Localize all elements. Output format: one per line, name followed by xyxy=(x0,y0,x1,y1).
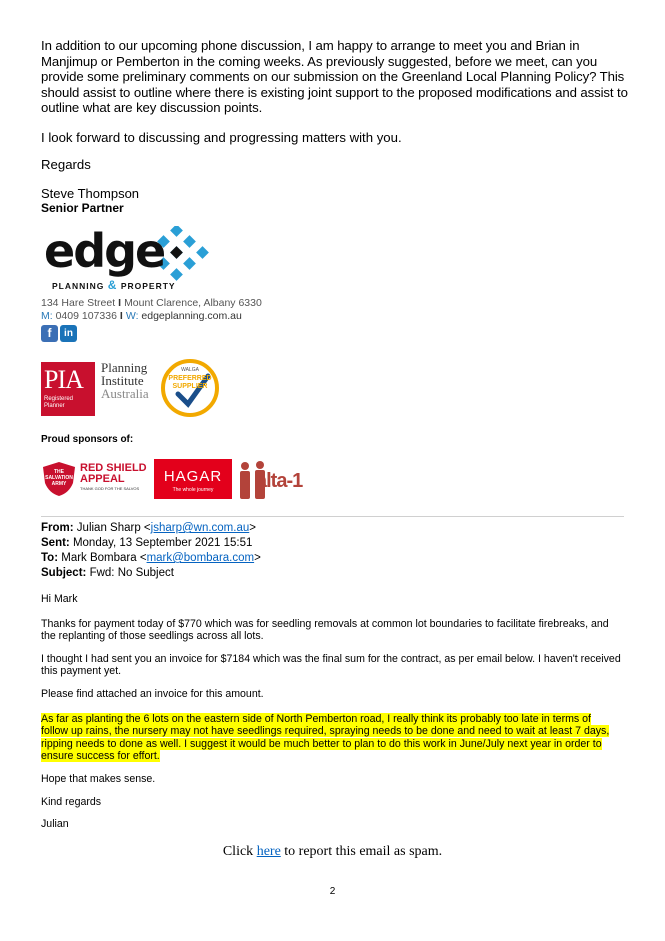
to-name: Mark Bombara < xyxy=(61,552,147,564)
salvation-army-logo xyxy=(41,461,77,497)
pia-line2: Institute xyxy=(101,373,144,388)
spam-report-line xyxy=(0,844,665,860)
email-signature: Julian xyxy=(41,818,69,831)
pia-letters: PIA xyxy=(44,365,83,394)
locality: Mount Clarence, Albany 6330 xyxy=(124,297,262,309)
from-email-link[interactable]: jsharp@wn.com.au xyxy=(150,522,250,534)
pia-line3: Australia xyxy=(101,386,149,401)
from-label: From: xyxy=(41,522,74,534)
closing-regards: Regards xyxy=(41,156,91,172)
from-close: > xyxy=(249,522,256,534)
spam-pre: Click xyxy=(222,844,257,859)
tagline-property: PROPERTY xyxy=(120,281,176,291)
to-close: > xyxy=(254,552,261,564)
red-shield-title-2: APPEAL xyxy=(80,473,125,485)
to-label: To: xyxy=(41,552,59,564)
red-shield-title-1: RED SHIELD xyxy=(80,462,147,474)
email-body-payment: Thanks for payment today of $770 which was for seedling removals at common lot boundaries to facilitate firebreaks, and the replanting of those seedlings across all lots. xyxy=(41,617,609,643)
from-name: Julian Sharp < xyxy=(76,522,151,534)
linkedin-icon[interactable]: in xyxy=(60,325,77,342)
paragraph-closing-line: I look forward to discussing and progressing matters with you. xyxy=(41,129,402,145)
supplier-text-2: SUPPLIER xyxy=(172,383,208,390)
supplier-text-1: PREFERRED xyxy=(168,375,212,382)
street-address: 134 Hare Street xyxy=(41,297,116,309)
sent-label: Sent: xyxy=(41,537,70,549)
contact-details xyxy=(41,297,341,342)
social-links xyxy=(41,325,341,342)
alta-1-logo xyxy=(236,460,322,500)
preferred-supplier-badge xyxy=(160,358,220,418)
mobile-label: M: xyxy=(41,310,53,322)
spam-report-link[interactable]: here xyxy=(256,844,281,859)
address-line: 134 Hare Street I Mount Clarence, Albany 6330 xyxy=(41,297,262,309)
alta-name: alta-1 xyxy=(256,470,303,492)
sender-name: Steve Thompson xyxy=(41,185,140,201)
page-number: 2 xyxy=(329,886,336,897)
facebook-icon[interactable]: f xyxy=(41,325,58,342)
to-email-link[interactable]: mark@bombara.com xyxy=(146,552,255,564)
email-divider xyxy=(41,516,624,517)
salvation-line2: SALVATION xyxy=(45,475,73,481)
tagline-planning: PLANNING xyxy=(52,281,105,291)
email-body-invoice: I thought I had sent you an invoice for $7184 which was the final sum for the contract, as per email below. I haven't received this payment yet. xyxy=(41,652,621,678)
edge-tagline xyxy=(52,278,176,292)
email-greeting: Hi Mark xyxy=(41,593,78,605)
to-line xyxy=(41,551,631,566)
paragraph-meeting: In addition to our upcoming phone discussion, I am happy to arrange to meet you and Brian in Manjimup or Pemberton in the coming weeks. As previously suggested, before we meet, can you provide some preliminary comments on our submission on the Greenland Local Planning Policy? This should assist to outline where there is existing joint support to the proposed modifications and assist to outline what are key discussion points. xyxy=(41,38,628,116)
subject-text: Fwd: No Subject xyxy=(89,567,174,579)
hagar-logo xyxy=(154,459,232,499)
hagar-sub: The whole journey xyxy=(172,487,214,493)
edge-logo xyxy=(44,226,214,292)
subject-line xyxy=(41,566,631,581)
edge-wordmark: edge xyxy=(44,224,165,278)
subject-label: Subject: xyxy=(41,567,87,579)
pia-logo-box xyxy=(41,362,95,416)
letter-body xyxy=(41,38,631,223)
email-signoff: Kind regards xyxy=(41,795,102,808)
website-link[interactable]: edgeplanning.com.au xyxy=(141,310,242,322)
salvation-line1: THE xyxy=(54,469,64,475)
pia-line1: Planning xyxy=(101,360,148,375)
forwarded-email-body xyxy=(41,593,621,841)
from-line xyxy=(41,521,631,536)
salvation-line3: ARMY xyxy=(51,481,67,487)
forwarded-email-header xyxy=(41,521,631,581)
supplier-top-text: WALGA xyxy=(181,367,199,373)
salvation-text xyxy=(41,469,77,487)
sent-date: Monday, 13 September 2021 15:51 xyxy=(72,537,253,549)
pia-badge xyxy=(41,362,156,416)
pia-registered-planner: Registered Planner xyxy=(44,396,74,409)
phone-web-line: M: 0409 107336 I W: edgeplanning.com.au xyxy=(41,310,242,322)
email-body-attached: Please find attached an invoice for this amount. xyxy=(41,687,264,700)
spam-post: to report this email as spam. xyxy=(280,844,443,859)
hagar-name: HAGAR xyxy=(163,468,223,485)
email-body-sense: Hope that makes sense. xyxy=(41,772,156,785)
mobile-number[interactable]: 0409 107336 xyxy=(55,310,117,322)
sender-title: Senior Partner xyxy=(41,200,124,215)
tagline-ampersand: & xyxy=(107,278,118,292)
red-shield-sub: THANK GOD FOR THE SALVOS xyxy=(80,486,140,491)
highlighted-planting-text: As far as planting the 6 lots on the eastern side of North Pemberton road, I really think its probably too late in terms of follow up rains, the nursery may not have seedlings required, spraying needs to be done and need to wait at least 7 days, ripping needs to done as well. I suggest it would be much better to plan to do this work in June/July next year in order to ensure success for effort. xyxy=(41,712,610,763)
email-body-planting xyxy=(41,713,621,763)
red-shield-appeal xyxy=(80,463,150,491)
pia-name xyxy=(101,361,149,400)
web-label: W: xyxy=(125,310,139,322)
sponsors-heading: Proud sponsors of: xyxy=(41,434,134,445)
sent-line xyxy=(41,536,631,551)
